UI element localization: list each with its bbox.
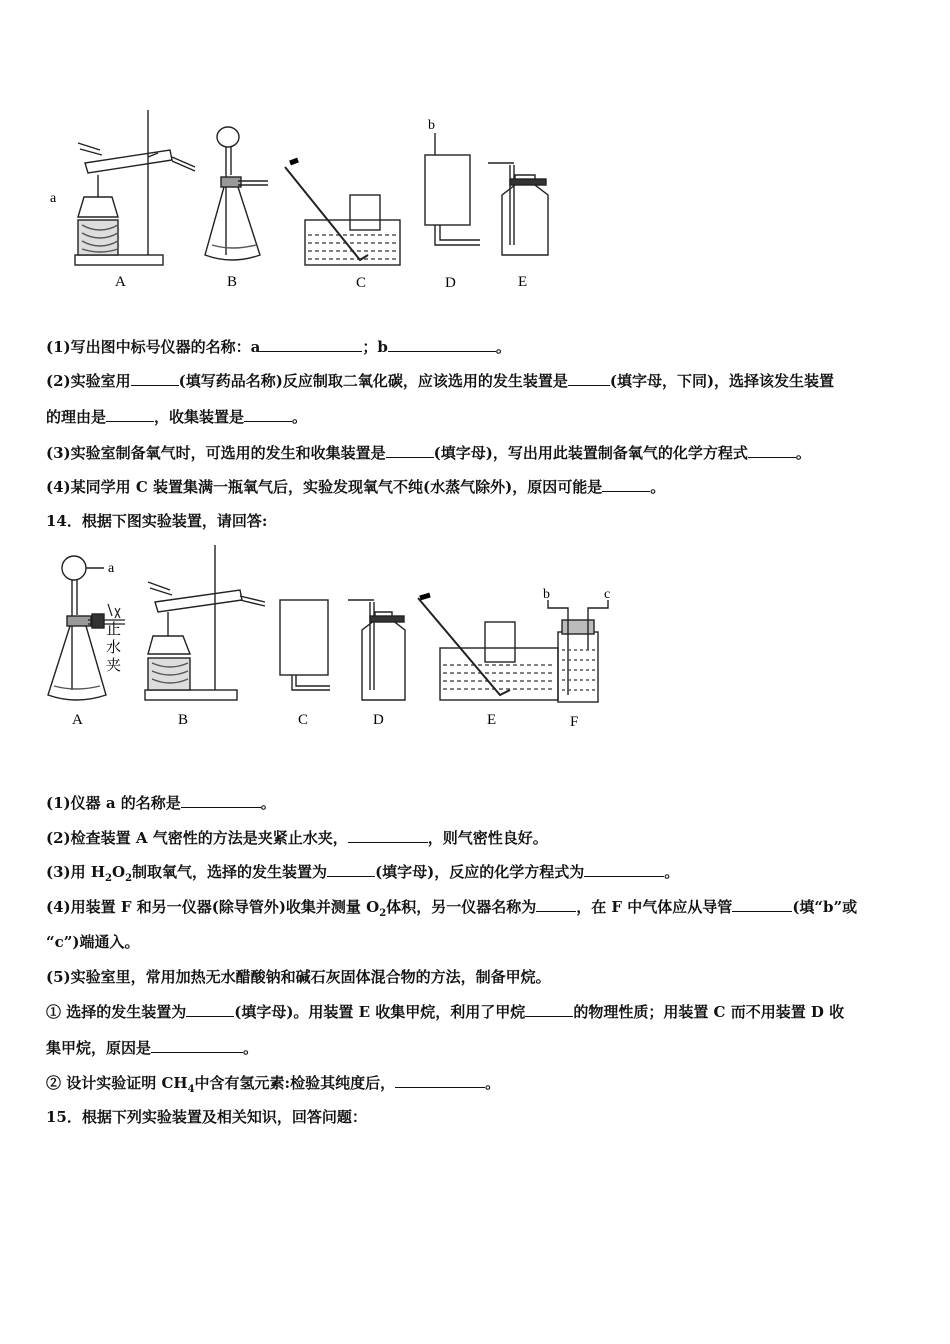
answer-blank[interactable] xyxy=(388,337,496,352)
answer-blank[interactable] xyxy=(386,443,434,458)
q14-part4: (4)用装置 F 和另一仪器(除导管外)收集并测量 $O_2$体积，另一仪器名称为 ，在 F 中气体应从导管 (填“b”或 xyxy=(46,898,858,919)
fig2-label-C: C xyxy=(298,712,309,728)
fig1-label-B: B xyxy=(227,274,238,290)
fig1-label-D: D xyxy=(445,275,456,291)
fig2-label-B: B xyxy=(178,712,189,728)
q14-part2: (2)检查装置 A 气密性的方法是夹紧止水夹， ，则气密性良好。 xyxy=(46,829,548,847)
answer-blank[interactable] xyxy=(327,862,375,877)
answer-blank[interactable] xyxy=(748,443,796,458)
fig2-label-c: c xyxy=(604,587,611,602)
fig1-label-C: C xyxy=(356,275,367,291)
fig1-label-E: E xyxy=(518,274,528,290)
q14-part5-1-cont: 集甲烷，原因是 。 xyxy=(46,1039,259,1057)
q13-part4: (4)某同学用 C 装置集满一瓶氧气后，实验发现氧气不纯(水蒸气除外)，原因可能是 。 xyxy=(46,478,666,496)
answer-blank[interactable] xyxy=(131,371,179,386)
answer-blank[interactable] xyxy=(348,828,428,843)
answer-blank[interactable] xyxy=(181,793,261,808)
answer-blank[interactable] xyxy=(525,1002,573,1017)
fig1-label-b: b xyxy=(428,118,435,133)
q14-title: 14．根据下图实验装置，请回答: xyxy=(46,512,268,530)
q14-part1: (1)仪器 a 的名称是 。 xyxy=(46,794,276,812)
q13-part2: (2)实验室用 (填写药品名称)反应制取二氧化碳，应该选用的发生装置是 (填字母，下同)，选择该发生装置 xyxy=(46,372,835,390)
fig2-label-F: F xyxy=(570,714,579,730)
answer-blank[interactable] xyxy=(536,897,576,912)
answer-blank[interactable] xyxy=(602,477,650,492)
fig2-label-E: E xyxy=(487,712,497,728)
q13-part2-cont: 的理由是 ，收集装置是 。 xyxy=(46,408,308,426)
answer-blank[interactable] xyxy=(395,1073,485,1088)
fig1-label-a: a xyxy=(50,191,57,206)
fig2-clamp-2: 水 xyxy=(106,638,122,656)
q15-title: 15．根据下列实验装置及相关知识，回答问题： xyxy=(46,1108,367,1126)
answer-blank[interactable] xyxy=(106,407,154,422)
answer-blank[interactable] xyxy=(584,862,664,877)
fig2-label-A: A xyxy=(72,712,83,728)
q14-part5-2: ② 设计实验证明 $CH_4$中含有氢元素:检验其纯度后， 。 xyxy=(46,1074,501,1095)
q14-part5: (5)实验室里，常用加热无水醋酸钠和碱石灰固体混合物的方法，制备甲烷。 xyxy=(46,968,551,986)
q13-part3: (3)实验室制备氧气时，可选用的发生和收集装置是 (填字母)，写出用此装置制备氧气的化学方程式 。 xyxy=(46,444,811,462)
q14-part5-1: ① 选择的发生装置为 (填字母)。用装置 E 收集甲烷，利用了甲烷 的物理性质；用装置 C 而不用装置 D 收 xyxy=(46,1003,845,1021)
fig2-clamp-3: 夹 xyxy=(106,656,122,674)
q13-part1: (1)写出图中标号仪器的名称：a ；b 。 xyxy=(46,338,511,356)
answer-blank[interactable] xyxy=(732,897,792,912)
fig1-label-A: A xyxy=(115,274,126,290)
answer-blank[interactable] xyxy=(151,1038,243,1053)
figure-2-apparatus xyxy=(40,540,630,735)
fig2-label-D: D xyxy=(373,712,384,728)
fig2-label-a: a xyxy=(108,561,115,576)
answer-blank[interactable] xyxy=(244,407,292,422)
fig2-label-b: b xyxy=(543,587,550,602)
answer-blank[interactable] xyxy=(568,371,610,386)
fig2-clamp-1: 止 xyxy=(106,620,122,638)
q14-part3: (3)用 $H_2O_2$制取氧气，选择的发生装置为 (填字母)，反应的化学方程式为 。 xyxy=(46,863,680,884)
q14-part4-cont: “c”)端通入。 xyxy=(46,933,140,951)
figure-1-apparatus xyxy=(40,105,580,300)
answer-blank[interactable] xyxy=(260,337,362,352)
answer-blank[interactable] xyxy=(186,1002,234,1017)
